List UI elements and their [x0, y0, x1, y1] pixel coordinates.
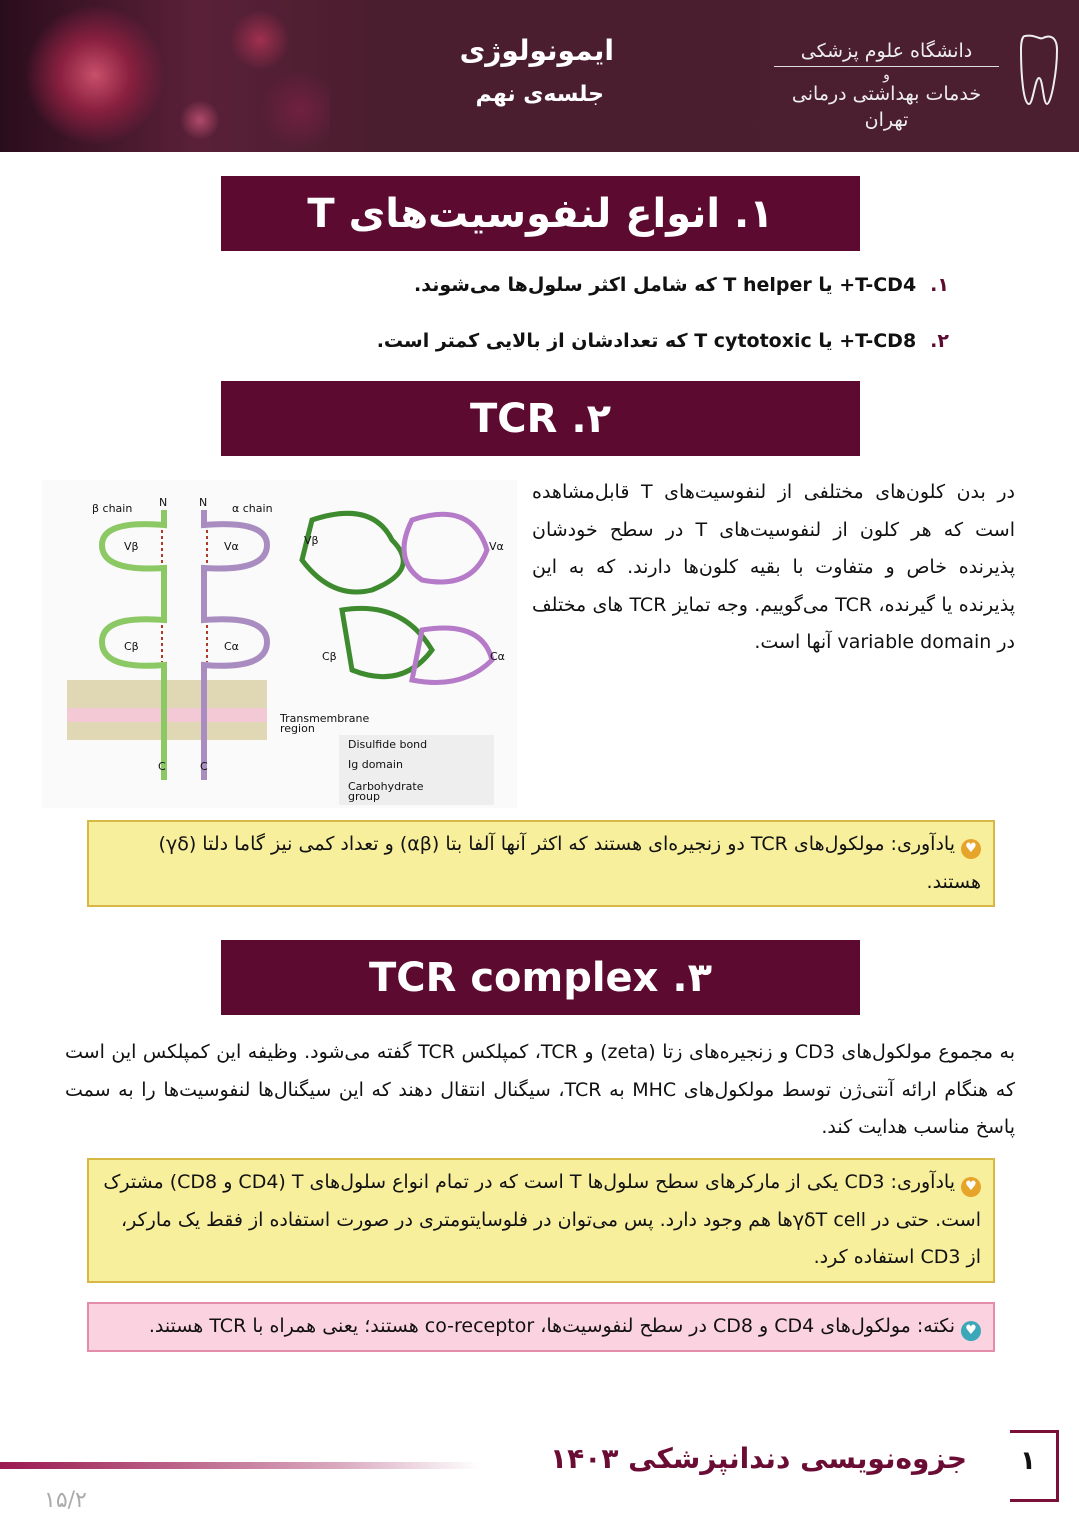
- list-text: T-CD8+ یا T cytotoxic که تعدادشان از بالایی کمتر است.: [376, 330, 917, 352]
- list-item: [414, 274, 949, 296]
- label-alpha-chain: α chain: [232, 502, 273, 515]
- tcr-diagram-svg: [42, 480, 517, 808]
- university-line1: دانشگاه علوم پزشکی: [800, 40, 973, 62]
- label-beta-chain: β chain: [92, 502, 133, 515]
- note-text: نکته: مولکول‌های CD4 و CD8 در سطح لنفوسیت‌ها، co-receptor هستند؛ یعنی همراه با TCR هستند.: [148, 1315, 955, 1337]
- footer-bar: [0, 1462, 480, 1469]
- note-text: یادآوری: CD3 یکی از مارکرهای سطح سلول‌ها T است که در تمام انواع سلول‌های T (CD4 و CD8) مشترک است. حتی در γδT cellها هم وجود دارد. پس می‌توان در فلوسایتومتری در صورت استفاده از فقط یک مارکر، از CD3 استفاده کرد.: [103, 1171, 981, 1268]
- tooth-icon: ♥: [961, 839, 981, 859]
- note-text: یادآوری: مولکول‌های TCR دو زنجیره‌ای هستند که اکثر آنها آلفا بتا (αβ) و تعداد کمی نیز گاما دلتا (γδ) هستند.: [158, 833, 981, 893]
- reminder-note: [87, 820, 995, 907]
- list-number: ۲.: [930, 330, 949, 352]
- label-c-terminal: C: [200, 760, 208, 773]
- label-cbeta: Cβ: [124, 640, 139, 653]
- tooth-icon: ♥: [961, 1177, 981, 1197]
- university-logo-text: [774, 38, 999, 133]
- label-valpha: Vα: [224, 540, 239, 553]
- tip-note: [87, 1302, 995, 1352]
- tcr-structure-figure: [42, 480, 517, 808]
- page-fraction: ۱۵/۲: [44, 1488, 87, 1513]
- university-and: و: [883, 67, 890, 83]
- label-c-terminal: C: [158, 760, 166, 773]
- footer-title: جزوه‌نویسی دندانپزشکی ۱۴۰۳: [550, 1442, 967, 1475]
- university-line2: خدمات بهداشتی درمانی تهران: [791, 83, 982, 131]
- label-calpha-3d: Cα: [490, 650, 505, 663]
- label-valpha-3d: Vα: [489, 540, 504, 553]
- section-title-t-lymphocyte-types: ۱. انواع لنفوسیت‌های T: [221, 176, 860, 251]
- tcr-complex-paragraph: به مجموع مولکول‌های CD3 و زنجیره‌های زتا (zeta) و TCR، کمپلکس TCR گفته می‌شود. وظیفه این کمپلکس این است که هنگام ارائه آنتی‌ژن توسط مولکول‌های MHC به TCR، سیگنال انتقال دهند که این سیگنال‌ها لنفوسیت‌ها را به سمت پاسخ مناسب هدایت کند.: [65, 1041, 1016, 1138]
- legend-disulfide: Disulfide bond: [348, 738, 428, 751]
- label-transmembrane: Transmembrane region: [280, 712, 370, 735]
- list-text: T-CD4+ یا T helper که شامل اکثر سلول‌ها می‌شوند.: [414, 274, 917, 296]
- reminder-note: [87, 1158, 995, 1283]
- list-item: [377, 330, 949, 352]
- label-n-terminal: N: [199, 496, 208, 509]
- label-calpha: Cα: [224, 640, 239, 653]
- session-title: جلسه‌ی نهم: [475, 82, 604, 107]
- list-number: ۱.: [930, 274, 949, 296]
- section-title-tcr-complex: ۳. TCR complex: [221, 940, 860, 1015]
- section-title-tcr: ۲. TCR: [221, 381, 860, 456]
- header: [0, 0, 1079, 152]
- page-number: ۱: [1020, 1446, 1036, 1476]
- label-vbeta: Vβ: [124, 540, 139, 553]
- tooth-logo-icon: [1019, 32, 1059, 108]
- label-vbeta-3d: Vβ: [304, 534, 319, 547]
- tcr-paragraph: در بدن کلون‌های مختلفی از لنفوسیت‌های T قابل‌مشاهده است که هر کلون از لنفوسیت‌های T در سطح خودشان پذیرنده خاص و متفاوت با بقیه کلون‌ها دارند. که به این پذیرنده یا گیرنده، TCR می‌گوییم. وجه تمایز TCR های مختلف در variable domain آنها است.: [532, 481, 1016, 653]
- label-n-terminal: N: [159, 496, 168, 509]
- course-title: ایمونولوژی: [459, 34, 614, 67]
- legend-ig-domain: Ig domain: [348, 758, 403, 771]
- tooth-icon: ♥: [961, 1321, 981, 1341]
- header-cell-image: [0, 0, 330, 152]
- label-cbeta-3d: Cβ: [322, 650, 337, 663]
- legend-carbohydrate: Carbohydrate group: [348, 780, 424, 803]
